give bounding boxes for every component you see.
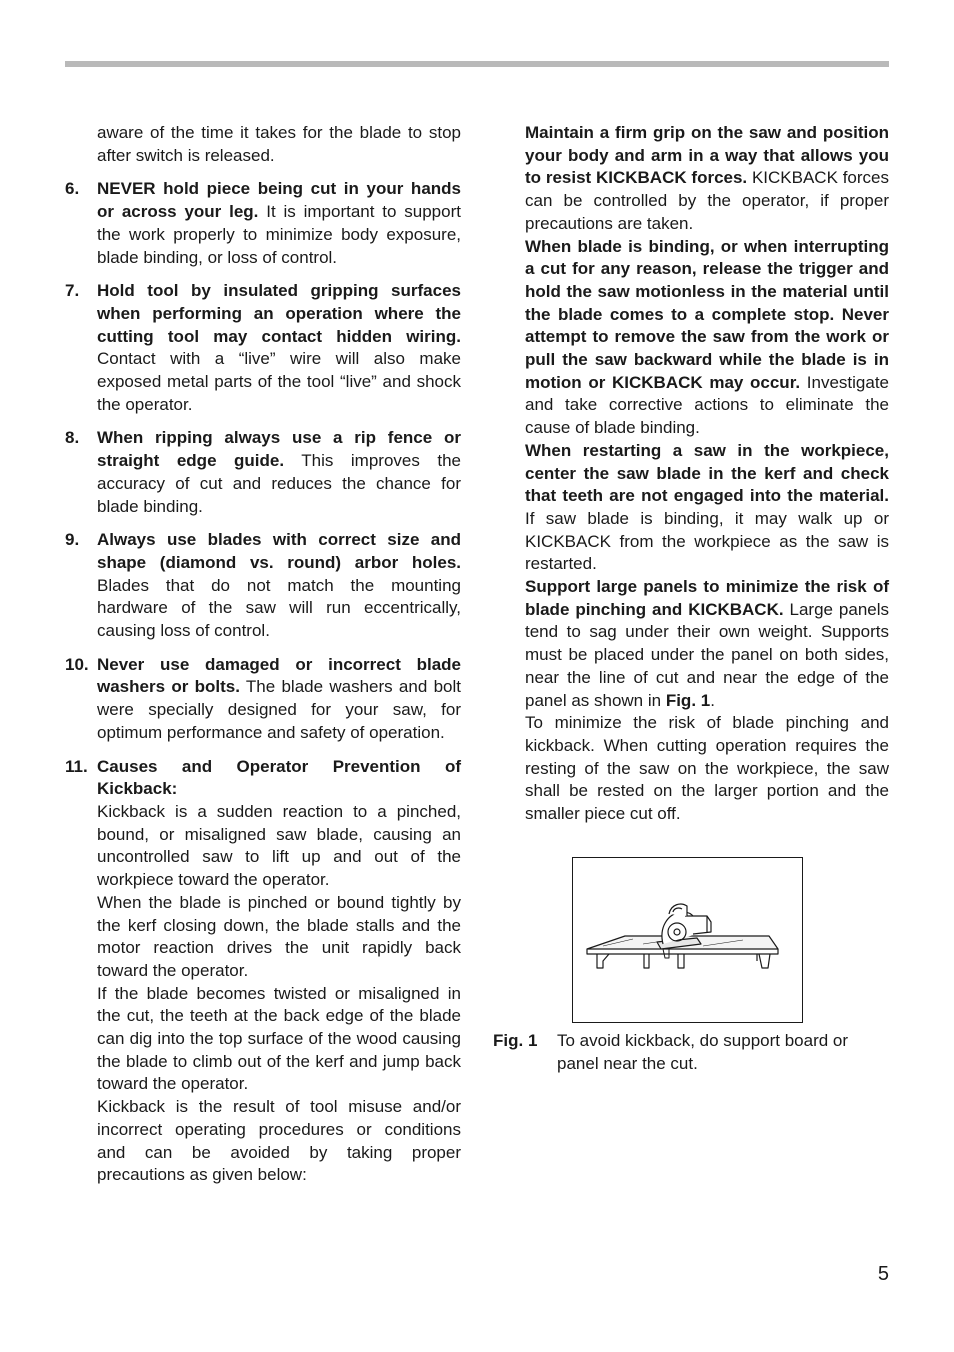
- top-rule: [65, 61, 889, 67]
- item-bold: NEVER hold piece being cut in your hands or across your leg.: [97, 179, 461, 222]
- binding-paragraph: When blade is binding, or when interrupting a cut for any reason, release the trigger and hold the saw motionless in the material until the blade comes to a complete stop. Never attempt to remove the saw from the work or pull the saw backward while the blade is in motion or KICKBACK may occur. Investigate and take corrective actions to eliminate the cause of blade binding.: [525, 236, 889, 438]
- right-column: [525, 122, 889, 826]
- kickback-title: Causes and Operator Prevention of Kickback:: [97, 756, 461, 799]
- page-number: 5: [877, 1263, 889, 1285]
- kickback-para-4: Kickback is the result of tool misuse and/or incorrect operating procedures or conditions and can be avoided by taking proper precautions as given below:: [97, 1097, 461, 1185]
- list-item-11: [65, 756, 461, 1187]
- list-item-8: [65, 427, 461, 518]
- figure-label: Fig. 1: [493, 1031, 538, 1050]
- item-bold: When ripping always use a rip fence or straight edge guide.: [97, 428, 461, 471]
- item-body: [97, 280, 461, 416]
- list-item-6: [65, 178, 461, 269]
- item-number: 8.: [65, 428, 80, 448]
- item-text: This improves the accuracy of cut and reduces the chance for blade binding.: [97, 451, 461, 516]
- item-bold: Hold tool by insulated gripping surfaces when performing an operation where the cutting tool may contact hidden wiring.: [97, 281, 461, 346]
- item-number: 11.: [65, 756, 88, 776]
- item-body: [97, 427, 461, 518]
- restart-paragraph: When restarting a saw in the workpiece, center the saw blade in the kerf and check that teeth are not engaged into the material. If saw blade is binding, it may walk up or KICKBACK from the workpiece as the saw is restarted.: [525, 440, 889, 574]
- saw-on-panel-illustration: [573, 858, 804, 1024]
- item-text: Blades that do not match the mounting hardware of the saw will run eccentrically, causing loss of control.: [97, 575, 461, 641]
- item-body: [97, 654, 461, 745]
- item-body: [97, 529, 461, 643]
- list-item-9: [65, 529, 461, 643]
- item-text: It is important to support the work properly to minimize body exposure, blade binding, or loss of control.: [97, 202, 461, 267]
- item-number: 9.: [65, 530, 80, 550]
- item-bold: Always use blades with correct size and shape (diamond vs. round) arbor holes.: [97, 530, 461, 572]
- figure-1: [572, 857, 803, 1023]
- item-text: The blade washers and bolt were specially designed for your saw, for optimum performance and safety of operation.: [97, 677, 461, 742]
- item-body: [97, 178, 461, 269]
- figure-caption-text: To avoid kickback, do support board or panel near the cut.: [557, 1031, 849, 1073]
- grip-paragraph: Maintain a firm grip on the saw and position your body and arm in a way that allows you to resist KICKBACK forces. KICKBACK forces can be controlled by the operator, if proper precautions are taken.: [525, 123, 889, 233]
- kickback-para-1: Kickback is a sudden reaction to a pinched, bound, or misaligned saw blade, causing an uncontrolled saw to lift up and out of the workpiece toward the operator.: [97, 801, 461, 890]
- item-text: Contact with a “live” wire will also make exposed metal parts of the tool “live” and shock the operator.: [97, 349, 461, 414]
- item-bold: Never use damaged or incorrect blade washers or bolts.: [97, 654, 461, 697]
- intro-text: aware of the time it takes for the blade to stop after switch is released.: [97, 123, 461, 165]
- panels-paragraph: Support large panels to minimize the risk of blade pinching and KICKBACK. Large panels tend to sag under their own weight. Supports must be placed under the panel on both sides, near the line of cut and near the edge of the panel as shown in Fig. 1.: [525, 577, 890, 710]
- kickback-para-2: When the blade is pinched or bound tightly by the kerf closing down, the blade stalls and the motor reaction drives the unit rapidly back toward the operator.: [97, 892, 461, 980]
- list-item-10: [65, 654, 461, 745]
- item-number: 10.: [65, 654, 89, 674]
- kickback-para-3: If the blade becomes twisted or misaligned in the cut, the teeth at the back edge of the blade can dig into the top surface of the wood causing the blade to climb out of the kerf and jump back toward the operator.: [97, 983, 461, 1094]
- minimize-paragraph: To minimize the risk of blade pinching and kickback. When cutting operation requires the resting of the saw on the workpiece, the saw shall be rested on the larger portion and the smaller piece cut off.: [525, 713, 889, 824]
- left-column: [65, 122, 461, 1187]
- fig-reference: Fig. 1: [665, 690, 711, 710]
- list-item-7: [65, 280, 461, 416]
- item-number: 6.: [65, 179, 80, 199]
- item-number: 7.: [65, 281, 80, 301]
